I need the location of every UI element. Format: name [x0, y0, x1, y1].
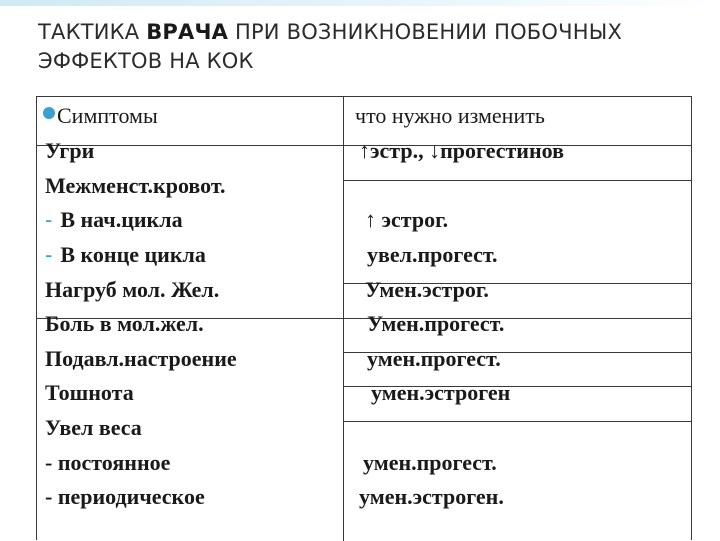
symptom-cell: - В нач.цикла	[45, 207, 183, 232]
symptom-cell: Нагруб мол. Жел.	[45, 277, 220, 302]
symptom-cell: Подавл.настроение	[45, 346, 237, 371]
symptom-cell: - периодическое	[45, 484, 205, 509]
row-divider	[343, 180, 691, 181]
decorative-top-bar	[0, 0, 720, 6]
symptom-cell: - постоянное	[45, 450, 171, 475]
dash-mark: -	[45, 207, 53, 232]
symptom-cell: Межменст.кровот.	[45, 173, 226, 198]
dash-mark: -	[45, 242, 53, 267]
change-cell: увел.прогест.	[367, 242, 498, 267]
change-cell: умен.прогест.	[367, 346, 501, 371]
symptom-cell: Тошнота	[45, 380, 134, 405]
side-effects-table	[36, 96, 692, 540]
symptom-cell: - В конце цикла	[45, 242, 206, 267]
change-cell: ↑эстр., ↓прогестинов	[359, 138, 564, 163]
change-cell: умен.прогест.	[363, 450, 497, 475]
title-text-bold: ВРАЧА	[146, 20, 229, 44]
title-text-2: ПРИ ВОЗНИКНОВЕНИИ ПОБОЧНЫХ ЭФФЕКТОВ НА КОК	[38, 20, 623, 73]
change-cell: Умен.прогест.	[367, 311, 505, 336]
symptom-cell: Увел веса	[45, 415, 142, 440]
column-divider	[343, 97, 344, 541]
header-symptoms: Симптомы	[57, 103, 158, 128]
header-change: что нужно изменить	[355, 103, 545, 128]
change-cell: умен.эстроген.	[359, 484, 504, 509]
symptom-cell: Боль в мол.жел.	[45, 311, 204, 336]
slide-title	[38, 18, 698, 76]
change-cell: Умен.эстрог.	[365, 277, 489, 302]
change-cell: ↑ эстрог.	[365, 207, 449, 232]
row-divider	[343, 421, 691, 422]
title-text-1: ТАКТИКА	[38, 20, 147, 44]
change-cell: умен.эстроген	[371, 380, 511, 405]
symptom-cell: Угри	[45, 138, 95, 163]
